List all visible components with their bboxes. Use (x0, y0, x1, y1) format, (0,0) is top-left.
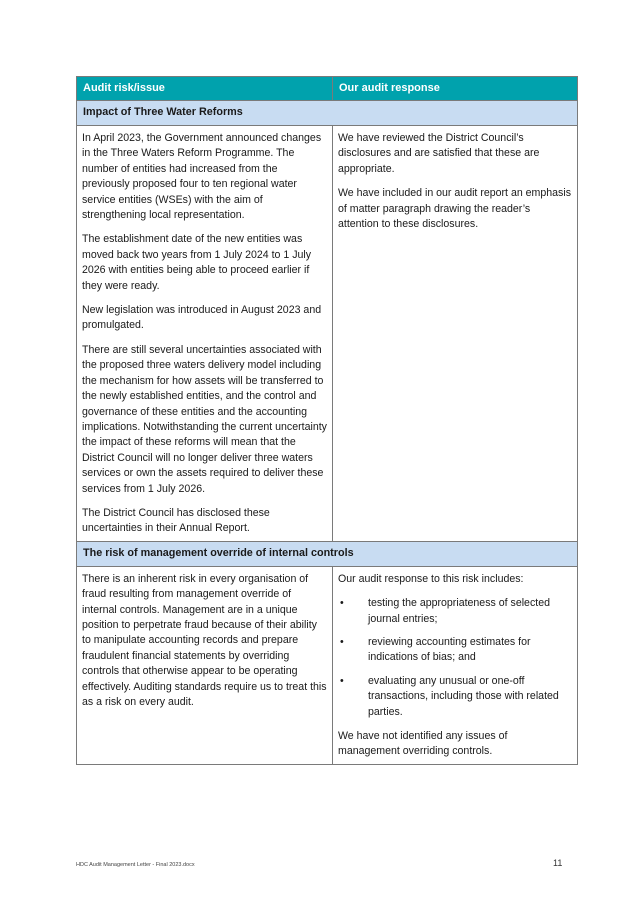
response-intro: Our audit response to this risk includes: (338, 572, 524, 585)
risk-cell (77, 126, 333, 542)
table-header-row (77, 77, 578, 101)
table-row-management-override (77, 566, 578, 764)
bullet-icon: • (340, 674, 344, 687)
risk-paragraph: The District Council has disclosed these uncertainties in their Annual Report. (82, 506, 270, 535)
table-row-three-waters (77, 126, 578, 542)
risk-paragraph: In April 2023, the Government announced changes in the Three Waters Reform Programme. The number of entities had increased from the previously proposed four to ten regional water service entities (WSEs) with the aim of strengthening local representation. (82, 132, 322, 222)
bullet-icon: • (340, 597, 344, 610)
response-paragraph: We have included in our audit report an emphasis of matter paragraph drawing the reader’s attention to these disclosures. (338, 187, 572, 231)
risk-paragraph: New legislation was introduced in August 2023 and promulgated. (82, 304, 322, 332)
page-number: 11 (553, 858, 563, 868)
response-bullet-list (338, 596, 572, 720)
list-item (338, 674, 572, 720)
section-title: The risk of management override of internal controls (77, 541, 578, 566)
risk-cell (77, 566, 333, 764)
response-cell (333, 566, 578, 764)
response-paragraph: We have reviewed the District Council’s disclosures and are satisfied that these are appropriate. (338, 132, 540, 175)
risk-paragraph: The establishment date of the new entities was moved back two years from 1 July 2024 to 1 July 2026 with entities being able to proceed earlier if they were ready. (82, 233, 312, 292)
risk-paragraph: There is an inherent risk in every organisation of fraud resulting from management override of internal controls. Management are in a unique position to perpetrate fraud because of their ability to manipulate accounting records and prepare fraudulent financial statements by overriding controls that otherwise appear to be operating effectively. Auditing standards require us to treat this as a risk on every audit. (82, 572, 327, 708)
header-audit-response: Our audit response (333, 77, 578, 101)
bullet-icon: • (340, 635, 344, 648)
section-title-row-management-override (77, 541, 578, 566)
section-title-row-three-waters (77, 101, 578, 126)
bullet-text: reviewing accounting estimates for indications of bias; and (368, 635, 531, 664)
audit-risk-table (76, 76, 578, 765)
header-audit-risk: Audit risk/issue (77, 77, 333, 101)
section-title: Impact of Three Water Reforms (77, 101, 578, 126)
response-cell (333, 126, 578, 542)
list-item (338, 635, 572, 666)
risk-paragraph: There are still several uncertainties associated with the proposed three waters delivery model including the mechanism for how assets will be transferred to the newly established entities, and the control and governance of these entities and the accounting implications. Notwithstanding the current uncertainty the impact of these reforms will mean that the District Council will no longer deliver three waters services or own the assets required to deliver these services from 1 July 2026. (82, 343, 327, 495)
bullet-text: evaluating any unusual or one-off transactions, including those with related parties. (368, 674, 559, 718)
footer-filename: HDC Audit Management Letter - Final 2023.docx (76, 862, 195, 868)
response-outro: We have not identified any issues of management overriding controls. (338, 730, 508, 758)
list-item (338, 596, 572, 627)
bullet-text: testing the appropriateness of selected journal entries; (368, 597, 550, 625)
